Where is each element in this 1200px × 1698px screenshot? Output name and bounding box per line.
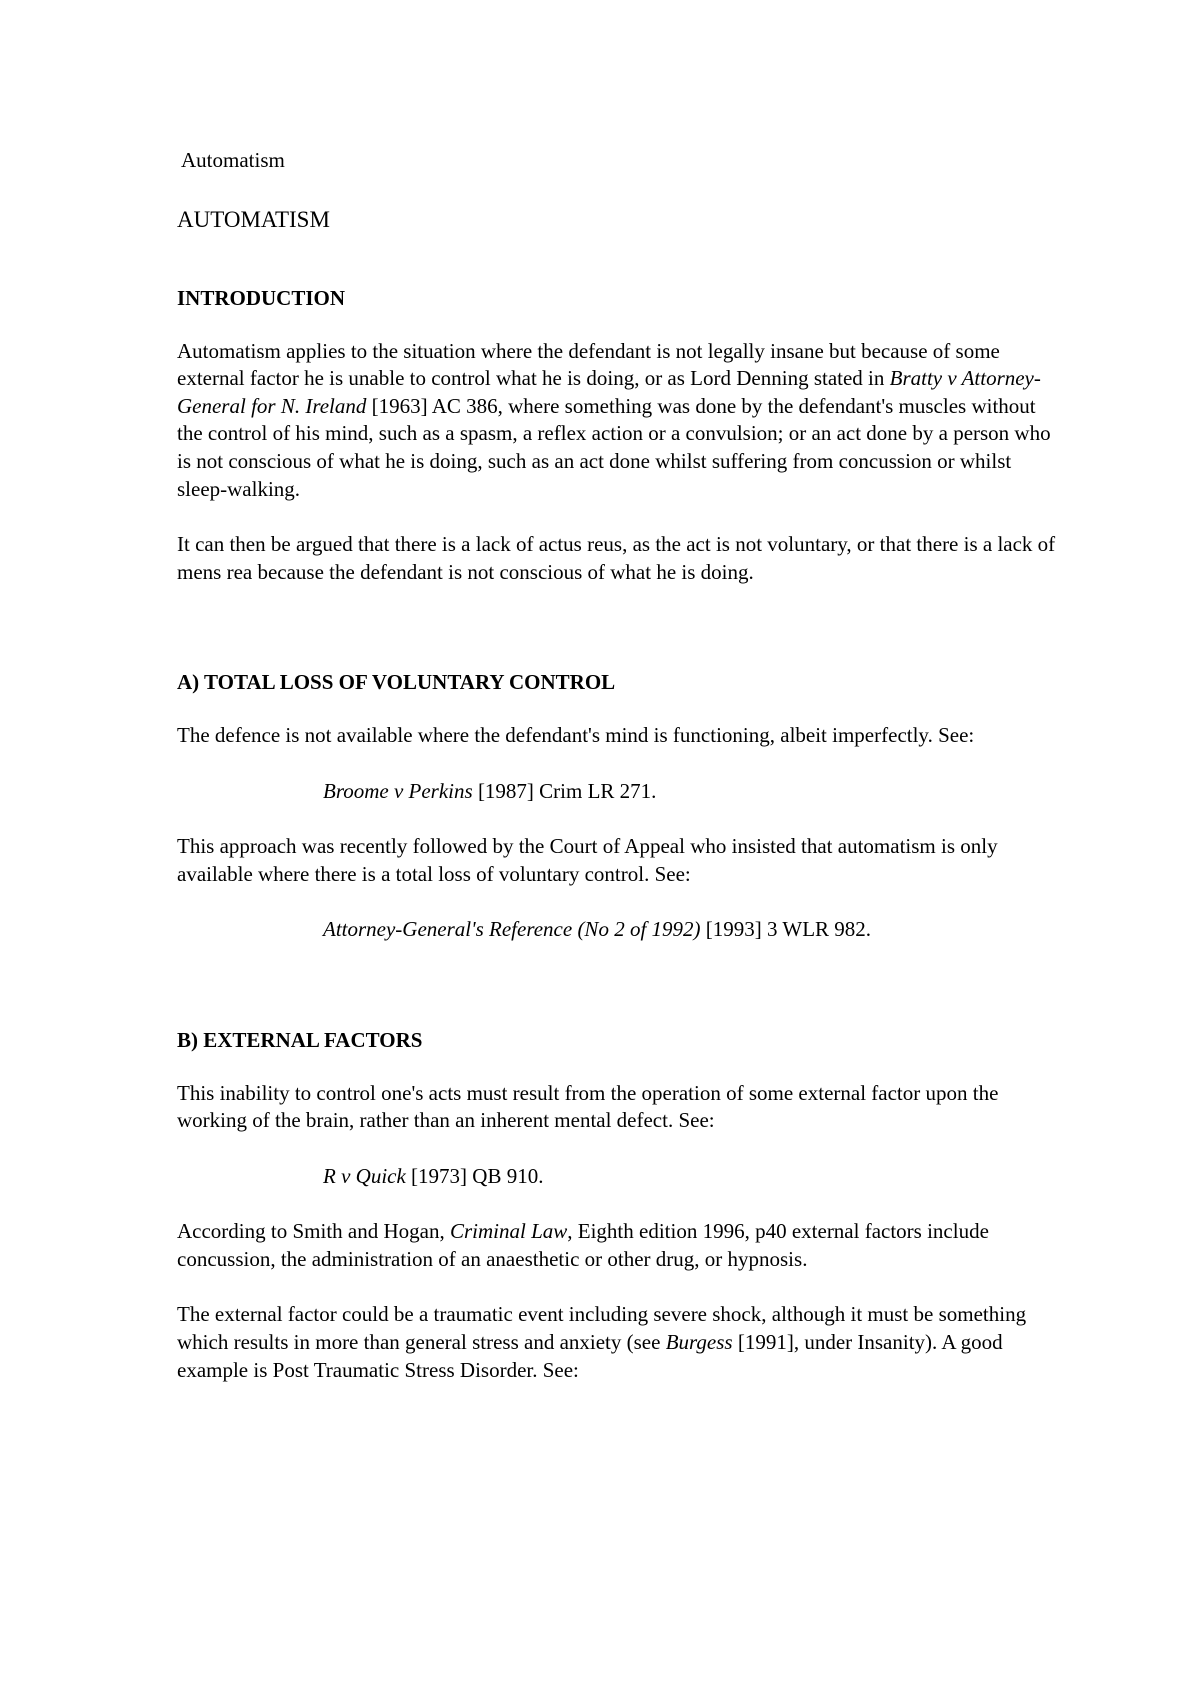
- book-title-criminal-law: Criminal Law: [449, 1219, 568, 1244]
- intro-paragraph-1: Automatism applies to the situation where the defendant is not legally insane but because of some external factor he is unable to control what he is doing, or as Lord Denning stated in Bratty v Attorney-General for N. Ireland [1963] AC 386, where something was done by the defendant's muscles without the control of his mind, such as a spasm, a reflex action or a convulsion; or an act done by a person who is not conscious of what he is doing, such as an act done whilst suffering from concussion or whilst sleep-walking.: [177, 338, 1051, 501]
- running-header: Automatism: [181, 148, 285, 172]
- section-b-paragraph-1: This inability to control one's acts must result from the operation of some external factor upon the working of the brain, rather than an inherent mental defect. See:: [177, 1080, 999, 1133]
- document-title: AUTOMATISM: [177, 207, 330, 232]
- case-citation-broome: Broome v Perkins [1987] Crim LR 271.: [323, 778, 657, 803]
- heading-section-b: B) EXTERNAL FACTORS: [177, 1027, 423, 1052]
- heading-introduction: INTRODUCTION: [177, 286, 346, 310]
- case-citation-quick: R v Quick [1973] QB 910.: [323, 1163, 544, 1188]
- document-body: [177, 205, 1057, 1412]
- case-citation-ag-reference: Attorney-General's Reference (No 2 of 1992) [1993] 3 WLR 982.: [323, 917, 872, 942]
- section-b-paragraph-3: The external factor could be a traumatic event including severe shock, although it must be something which results in more than general stress and anxiety (see Burgess [1991], under Insanity). A good example is Post Traumatic Stress Disorder. See:: [177, 1302, 1027, 1382]
- case-name-burgess: Burgess: [665, 1330, 733, 1355]
- case-name-ag-reference: Attorney-General's Reference (No 2 of 1992): [323, 917, 701, 942]
- section-a-paragraph-2: This approach was recently followed by the Court of Appeal who insisted that automatism is only available where there is a total loss of voluntary control. See:: [177, 834, 998, 886]
- section-b-paragraph-2: According to Smith and Hogan, Criminal Law, Eighth edition 1996, p40 external factors include concussion, the administration of an anaesthetic or other drug, or hypnosis.: [177, 1219, 989, 1271]
- case-name-bratty: Bratty v Attorney-General for N. Ireland: [177, 366, 1041, 418]
- intro-paragraph-2: It can then be argued that there is a lack of actus reus, as the act is not voluntary, or that there is a lack of mens rea because the defendant is not conscious of what he is doing.: [177, 532, 1056, 584]
- case-name-quick: R v Quick: [323, 1163, 406, 1188]
- heading-section-a: A) TOTAL LOSS OF VOLUNTARY CONTROL: [177, 670, 616, 695]
- section-a-paragraph-1: The defence is not available where the defendant's mind is functioning, albeit imperfectly. See:: [177, 722, 975, 747]
- case-name-broome: Broome v Perkins: [323, 778, 473, 803]
